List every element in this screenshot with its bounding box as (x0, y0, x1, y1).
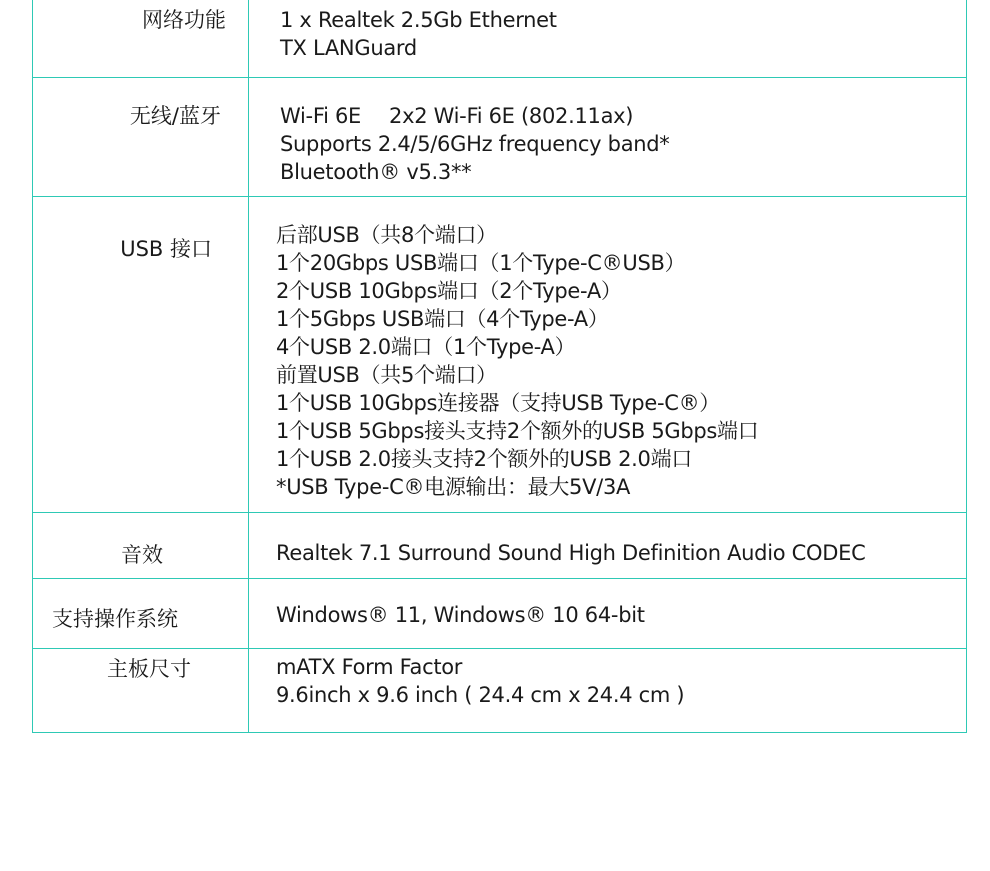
spec-value-line: 后部USB（共8个端口） (276, 223, 497, 247)
spec-value-line: Windows® 11, Windows® 10 64-bit (276, 603, 645, 627)
spec-value-line: 1个5Gbps USB端口（4个Type-A） (276, 307, 609, 331)
spec-value-cell (249, 197, 966, 512)
spec-value-line (280, 102, 966, 130)
spec-label: USB 接口 (120, 237, 212, 261)
spec-row-wireless (33, 78, 966, 197)
spec-label-cell (33, 579, 249, 648)
spec-value-line: Supports 2.4/5/6GHz frequency band* (280, 132, 670, 156)
spec-value-line: *USB Type-C®电源输出：最大5V/3A (276, 475, 631, 499)
spec-row-os (33, 579, 966, 649)
spec-value-line: 2个USB 10Gbps端口（2个Type-A） (276, 279, 622, 303)
spec-value-line: Realtek 7.1 Surround Sound High Definition Audio CODEC (276, 541, 866, 565)
spec-value-cell (249, 513, 966, 578)
spec-label: 无线/蓝牙 (129, 104, 221, 128)
spec-row-usb (33, 197, 966, 513)
spec-value-line: 1 x Realtek 2.5Gb Ethernet (280, 8, 557, 32)
spec-row-board-size (33, 649, 966, 733)
spec-label-cell (33, 513, 249, 578)
spec-value-line: mATX Form Factor (276, 655, 463, 679)
spec-label: 音效 (121, 543, 163, 567)
spec-value-line: 1个USB 2.0接头支持2个额外的USB 2.0端口 (276, 447, 692, 471)
spec-label: 网络功能 (142, 8, 226, 32)
spec-value-line: TX LANGuard (280, 36, 417, 60)
spec-value-line: Bluetooth® v5.3** (280, 160, 472, 184)
spec-label-cell (33, 197, 249, 512)
spec-value-cell (249, 579, 966, 648)
spec-label: 主板尺寸 (107, 657, 191, 681)
spec-row-audio (33, 513, 966, 579)
spec-table (32, 0, 967, 733)
spec-value-line: 1个USB 10Gbps连接器（支持USB Type-C®） (276, 391, 720, 415)
spec-value-line: 1个20Gbps USB端口（1个Type-C®USB） (276, 251, 686, 275)
spec-value-cell (249, 0, 966, 77)
spec-value-line: 前置USB（共5个端口） (276, 363, 497, 387)
wifi-detail: 2x2 Wi-Fi 6E (802.11ax) (389, 104, 634, 128)
spec-label-cell (33, 649, 249, 732)
spec-value-line: 9.6inch x 9.6 inch ( 24.4 cm x 24.4 cm ) (276, 683, 685, 707)
spec-value-line: 4个USB 2.0端口（1个Type-A） (276, 335, 576, 359)
spec-label: 支持操作系统 (52, 607, 178, 631)
spec-label-cell (33, 0, 249, 77)
spec-value-cell (249, 649, 966, 732)
wifi-standard: Wi-Fi 6E (280, 104, 362, 128)
spec-value-cell (249, 78, 966, 196)
spec-value-line: 1个USB 5Gbps接头支持2个额外的USB 5Gbps端口 (276, 419, 759, 443)
spec-row-network (33, 0, 966, 78)
spec-label-cell (33, 78, 249, 196)
